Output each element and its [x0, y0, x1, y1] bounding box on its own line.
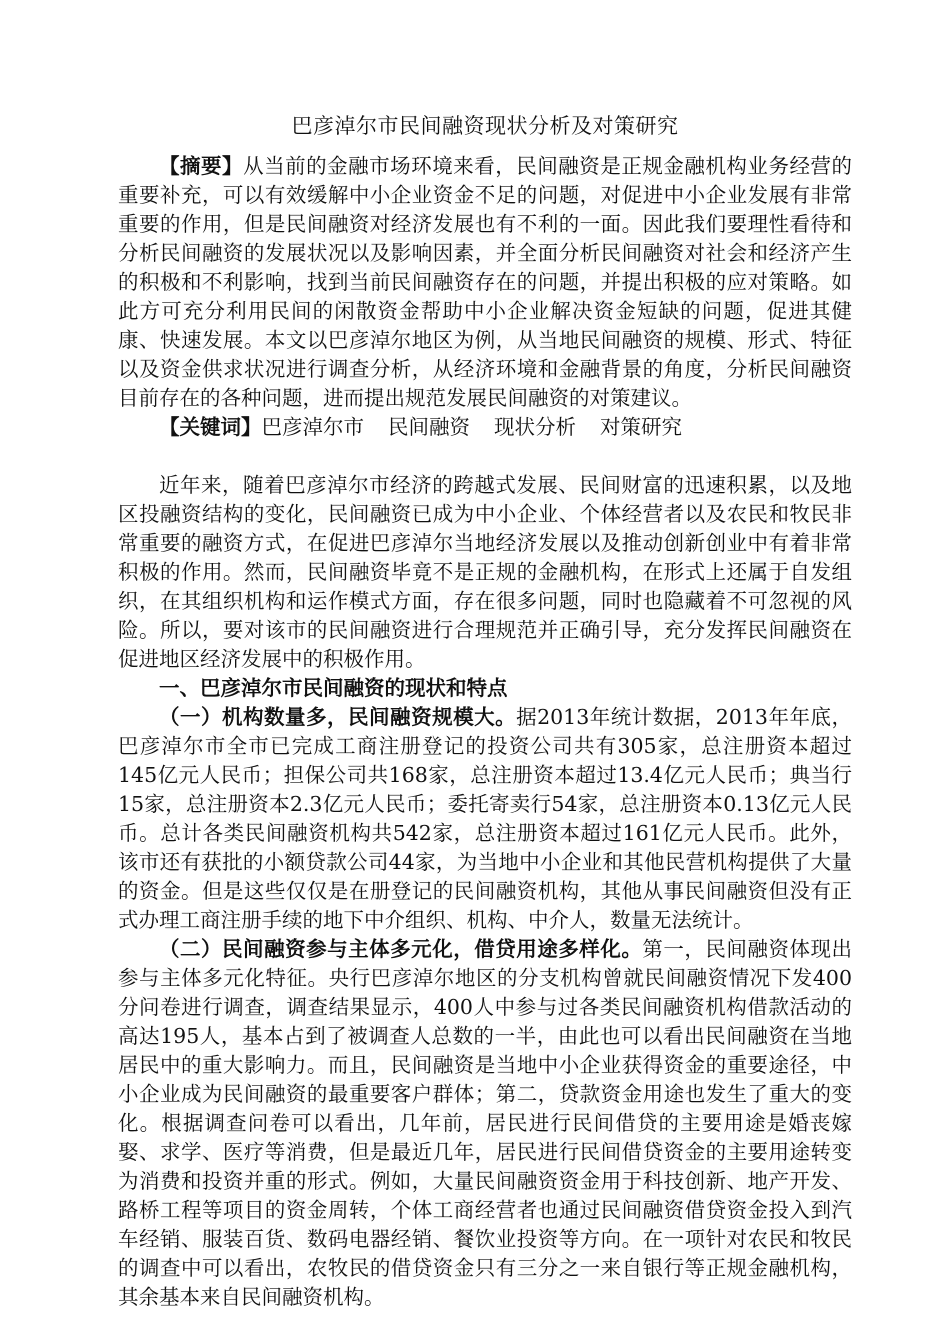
- keyword-item: 现状分析: [494, 415, 576, 439]
- keyword-item: 对策研究: [600, 415, 682, 439]
- keyword-item: 巴彦淖尔市: [261, 415, 364, 439]
- abstract-text: 从当前的金融市场环境来看，民间融资是正规金融机构业务经营的重要补充，可以有效缓解中小企业资金不足的问题，对促进中小企业发展有非常重要的作用，但是民间融资对经济发展也有不利的一面。因此我们要理性看待和分析民间融资的发展状况以及影响因素，并全面分析民间融资对社会和经济产生的积极和不利影响，找到当前民间融资存在的问题，并提出积极的应对策略。如此方可充分利用民间的闲散资金帮助中小企业解决资金短缺的问题，促进其健康、快速发展。本文以巴彦淖尔地区为例，从当地民间融资的规模、形式、特征以及资金供求状况进行调查分析，从经济环境和金融背景的角度，分析民间融资目前存在的各种问题，进而提出规范发展民间融资的对策建议。: [118, 154, 852, 410]
- blank-line: [118, 442, 852, 471]
- keywords-paragraph: [118, 413, 852, 442]
- subsection-2-paragraph: [118, 935, 852, 1312]
- subsection-1-text: 据2013年统计数据，2013年年底，巴彦淖尔市全市已完成工商注册登记的投资公司共有305家，总注册资本超过145亿元人民币；担保公司共168家，总注册资本超过13.4亿元人民币；典当行15家，总注册资本2.3亿元人民币；委托寄卖行54家，总注册资本0.13亿元人民币。总计各类民间融资机构共542家，总注册资本超过161亿元人民币。此外，该市还有获批的小额贷款公司44家，为当地中小企业和其他民营机构提供了大量的资金。但是这些仅仅是在册登记的民间融资机构，其他从事民间融资但没有正式办理工商注册手续的地下中介组织、机构、中介人，数量无法统计。: [118, 705, 852, 932]
- abstract-paragraph: [118, 152, 852, 413]
- subsection-1-paragraph: [118, 703, 852, 935]
- abstract-label: 【摘要】: [159, 154, 244, 178]
- document-page: [118, 112, 852, 1312]
- subsection-1-heading: （一）机构数量多，民间融资规模大。: [159, 705, 517, 729]
- document-title: 巴彦淖尔市民间融资现状分析及对策研究: [291, 114, 679, 138]
- intro-paragraph: 近年来，随着巴彦淖尔市经济的跨越式发展、民间财富的迅速积累，以及地区投融资结构的变化，民间融资已成为中小企业、个体经营者以及农民和牧民非常重要的融资方式，在促进巴彦淖尔当地经济发展以及推动创新创业中有着非常积极的作用。然而，民间融资毕竟不是正规的金融机构，在形式上还属于自发组织，在其组织机构和运作模式方面，存在很多问题，同时也隐藏着不可忽视的风险。所以，要对该市的民间融资进行合理规范并正确引导，充分发挥民间融资在促进地区经济发展中的积极作用。: [118, 473, 852, 671]
- keyword-item: 民间融资: [388, 415, 470, 439]
- section-heading: 一、巴彦淖尔市民间融资的现状和特点: [159, 676, 508, 700]
- subsection-2-text: 第一，民间融资体现出参与主体多元化特征。央行巴彦淖尔地区的分支机构曾就民间融资情况下发400分问卷进行调查，调查结果显示，400人中参与过各类民间融资机构借款活动的高达195人，基本占到了被调查人总数的一半，由此也可以看出民间融资在当地居民中的重大影响力。而且，民间融资是当地中小企业获得资金的重要途径，中小企业成为民间融资的最重要客户群体；第二，贷款资金用途也发生了重大的变化。根据调查问卷可以看出，几年前，居民进行民间借贷的主要用途是婚丧嫁娶、求学、医疗等消费，但是最近几年，居民进行民间借贷资金的主要用途转变为消费和投资并重的形式。例如，大量民间融资资金用于科技创新、地产开发、路桥工程等项目的资金周转，个体工商经营者也通过民间融资借贷资金投入到汽车经销、服装百货、数码电器经销、餐饮业投资等方向。在一项针对农民和牧民的调查中可以看出，农牧民的借贷资金只有三分之一来自银行等正规金融机构，其余基本来自民间融资机构。: [118, 937, 852, 1309]
- subsection-2-heading: （二）民间融资参与主体多元化，借贷用途多样化。: [159, 937, 643, 961]
- keywords-label: 【关键词】: [159, 415, 262, 439]
